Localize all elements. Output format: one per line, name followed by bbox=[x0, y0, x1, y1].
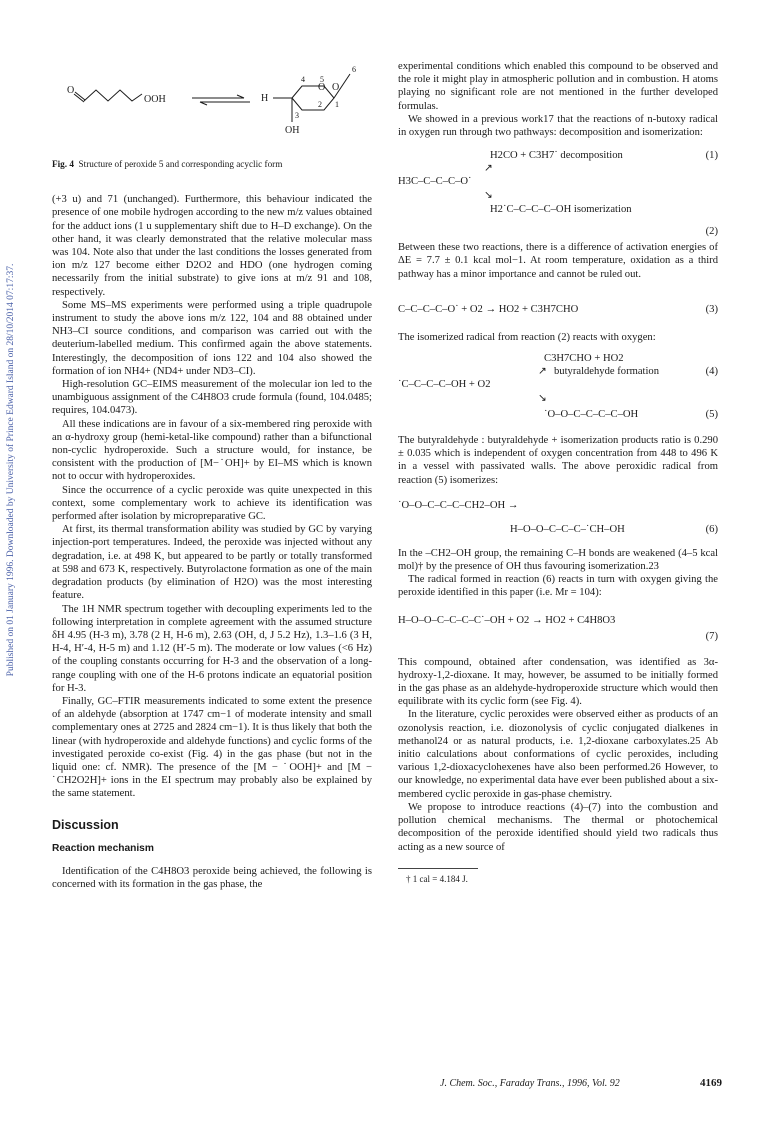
download-stamp bbox=[4, 220, 18, 720]
eq1-reactant: H3C–C–C–C–O˙ bbox=[398, 176, 472, 188]
eq1-number: (1) bbox=[705, 150, 718, 162]
ring-n6: 6 bbox=[352, 65, 356, 74]
download-stamp-text: Published on 01 January 1996. Downloaded by University of Prince Edward Island on 28/10/2014 07:17:37. bbox=[6, 263, 16, 677]
figure-caption-text: Structure of peroxide 5 and corresponding acyclic form bbox=[78, 159, 283, 169]
ring-o2: O bbox=[332, 82, 340, 93]
equation-3 bbox=[398, 303, 718, 321]
right-paragraph-9: In the literature, cyclic peroxides were observed either as products of an ozonolysis reaction, i.e. diozonolysis of cyclic conjugated dialkenes in methanol24 or as natural products, i.e. 1,2-dioxane carboxylates.25 Ab initio calculations about conformations of cyclic peroxides, including various 1,2-dioxacyclohexenes have also been performed.26 However, to our knowledge, no experimental data have ever been published about a six-membered cyclic peroxide in gas-phase chemistry. bbox=[398, 709, 718, 800]
footnote-rule bbox=[398, 868, 478, 869]
eq4-reactant: ˙C–C–C–C–OH + O2 bbox=[398, 379, 491, 391]
left-paragraph-1: (+3 u) and 71 (unchanged). Furthermore, this behaviour indicated the presence of one mobile hydrogen according to the new m/z values obtained for the adduct ions (1 u supplementary shift due to H–D exchange). On the other hand, it was clearly demonstrated that the relative molecular mass was 104. Note also that under the last conditions the losses generated from ion m/z 127 become either D2O2 and HDO (one hydrogen coming necessarily from the initial substrate) to give ions at m/z 91 and 108, respectively. bbox=[52, 194, 372, 298]
left-paragraph-3: High-resolution GC–EIMS measurement of the molecular ion led to the unambiguous assignment of the C4H8O3 crude formula (found, 104.0485; requires, 104.0473). bbox=[52, 379, 372, 417]
ring-o1: O bbox=[318, 82, 326, 93]
eq1-arrow: ↗ bbox=[484, 163, 493, 175]
right-paragraph-3: Between these two reactions, there is a difference of activation energies of ΔE = 7.7 ± 0.1 kcal mol−1. At room temperature, oxidation as a third pathway has a minor importance and cannot be ruled out. bbox=[398, 242, 718, 280]
eq5-arrow: ↘ bbox=[538, 393, 547, 405]
right-paragraph-2: We showed in a previous work17 that the reactions of n-butoxy radical in oxygen run through two pathways: decomposition and isomerization: bbox=[398, 113, 718, 139]
figure-4 bbox=[52, 60, 372, 154]
right-paragraph-6: In the –CH2–OH group, the remaining C–H bonds are weakened (4–5 kcal mol)† by the presence of OH thus favouring isomerization.23 bbox=[398, 547, 718, 573]
acyclic-aldehyde-o: O bbox=[67, 85, 75, 96]
left-paragraph-8: Finally, GC–FTIR measurements indicated to some extent the presence of an aldehyde (absorption at 1747 cm−1 of moderate intensity and small complementary ones at 2725 and 2824 cm−1). It is thus likely that both the linear (with hydroperoxide and aldehyde functions) and cyclic forms of the investigated peroxide co-exist (Fig. 4) in the gas phase (but not in the liquid one: cf. NMR). The presence of the [M − ˙OOH]+ and [M − ˙CH2O2H]+ ions in the EI spectrum may probably also be explained by the same statement. bbox=[52, 695, 372, 800]
equation-7 bbox=[398, 614, 718, 646]
eq6-reactant: ˙O–O–C–C–C–CH2–OH → bbox=[398, 499, 519, 511]
eq3-number: (3) bbox=[705, 303, 718, 315]
section-heading-discussion: Discussion bbox=[52, 817, 119, 832]
eq4-number: (4) bbox=[705, 366, 718, 378]
figure-4-structure bbox=[52, 60, 372, 154]
eq3-text: C–C–C–C–O˙ + O2 → HO2 + C3H7CHO bbox=[398, 303, 579, 315]
left-paragraph-6: At first, its thermal transformation ability was studied by GC by varying injection-port temperatures. Indeed, the peroxide was injected without any degradation, i.e. at 498 K, but appeared to be partly or totally transformed at 598 and 673 K, respectively. Butyrolactone formation as one of the main degradation products (by elimination of H2O) was the most interesting feature. bbox=[52, 524, 372, 602]
eq7-number: (7) bbox=[705, 630, 718, 642]
ring-n3: 3 bbox=[295, 111, 299, 120]
eq2-product: H2˙C–C–C–C–OH isomerization bbox=[490, 204, 632, 216]
eq2-arrow: ↘ bbox=[484, 190, 493, 202]
equation-6 bbox=[398, 499, 718, 541]
ring-h: H bbox=[261, 93, 269, 104]
right-paragraph-7: The radical formed in reaction (6) reacts in turn with oxygen giving the peroxide identified in this paper (i.e. Mr = 104): bbox=[398, 574, 718, 599]
equation-1-2 bbox=[398, 149, 718, 241]
left-column bbox=[52, 60, 372, 891]
left-paragraph-2: Some MS–MS experiments were performed using a triple quadrupole instrument to study the above ions m/z 122, 104 and 88 obtained under NH3–CI source conditions, and comparison was carried out with the deuterium-labelled medium. This confirmed again the above statements. Interestingly, the decomposition of ions 122 and 104 also showed the formation of ion NH4+ (ND4+ under ND3–CI). bbox=[52, 299, 372, 377]
left-paragraph-7: The 1H NMR spectrum together with decoupling experiments led to the following interpretation in complete agreement with the assumed structure δH 4.95 (H-3 m), 3.78 (2 H, H-6 m), 2.63 (OH, d, J 5.2 Hz), 1.3–1.6 (3 H, H-4, H′-4, H-5 m) and 1.12 (H′-5 m). The moderate or low values (<6 Hz) of the coupling constants occurring for H-3 and the observation of a long-range coupling with one of the H-6 protons indicate an equatorial position for H-3. bbox=[52, 603, 372, 694]
ring-n2: 2 bbox=[318, 100, 322, 109]
right-paragraph-1: experimental conditions which enabled this compound to be observed and the role it might play in atmospheric pollution and in combustion. H atoms playing no significant role are not mentioned in the further developed formulas. bbox=[398, 61, 718, 112]
ring-oh: OH bbox=[285, 125, 300, 136]
acyclic-ooh: OOH bbox=[144, 94, 166, 105]
right-column bbox=[398, 60, 718, 886]
ring-n4: 4 bbox=[301, 75, 305, 84]
eq6-number: (6) bbox=[705, 523, 718, 535]
eq7-text: H–O–O–C–C–C–C˙–OH + O2 → HO2 + C4H8O3 bbox=[398, 614, 616, 626]
footnote: † 1 cal = 4.184 J. bbox=[406, 873, 468, 884]
equation-4-5 bbox=[398, 352, 718, 434]
eq5-product: ˙O–O–C–C–C–C–OH bbox=[544, 409, 639, 421]
subsection-heading-reaction-mechanism: Reaction mechanism bbox=[52, 842, 154, 854]
eq5-number: (5) bbox=[705, 409, 718, 421]
figure-caption bbox=[52, 158, 372, 171]
right-paragraph-5: The butyraldehyde : butyraldehyde + isomerization products ratio is 0.290 ± 0.035 which is independent of oxygen concentration from 448 to 496 K in a vessel with passivated walls. The above peroxidic radical from reaction (5) isomerizes: bbox=[398, 435, 718, 486]
left-paragraph-5: Since the occurrence of a cyclic peroxide was quite unexpected in this context, some complementary work to achieve its identification was performed after isolation by micropreparative GC. bbox=[52, 484, 372, 523]
eq4-product: C3H7CHO + HO2 bbox=[544, 353, 624, 365]
ring-n1: 1 bbox=[335, 100, 339, 109]
eq2-number: (2) bbox=[705, 226, 718, 238]
right-paragraph-8: This compound, obtained after condensation, was identified as 3α-hydroxy-1,2-dioxane. It may, however, be assumed to be initially formed in the gas phase as an aldehyde-hydroperoxide structure which would then equilibrate with its cyclic form (see Fig. 4). bbox=[398, 656, 718, 708]
eq4-arrow: ↗ bbox=[538, 366, 547, 378]
eq1-product: H2CO + C3H7˙ decomposition bbox=[490, 150, 623, 162]
ring-n5: 5 bbox=[320, 75, 324, 84]
running-footer: J. Chem. Soc., Faraday Trans., 1996, Vol. 92 bbox=[440, 1078, 620, 1089]
page-number: 4169 bbox=[700, 1077, 722, 1089]
right-paragraph-4: The isomerized radical from reaction (2) reacts with oxygen: bbox=[398, 331, 656, 343]
left-paragraph-9: Identification of the C4H8O3 peroxide being achieved, the following is concerned with its formation in the gas phase, the bbox=[52, 865, 372, 891]
right-paragraph-10: We propose to introduce reactions (4)–(7) into the combustion and pollution chemical mechanisms. The thermal or photochemical decomposition of the peroxide identified should yield two radicals thus acting as a new source of bbox=[398, 801, 718, 853]
eq6-product: H–O–O–C–C–C–˙CH–OH bbox=[510, 523, 625, 535]
left-paragraph-4: All these indications are in favour of a six-membered ring peroxide with an α-hydroxy group (hemi-ketal-like compound) rather than a bifunctional non-cyclic hydroperoxide. Such a structure would, for instance, be consistent with the production of [M−˙OH]+ by EI–MS which is known not to occur with hydroperoxides. bbox=[52, 418, 372, 483]
eq4-label: butyraldehyde formation bbox=[554, 366, 660, 378]
figure-label: Fig. 4 bbox=[52, 159, 74, 169]
